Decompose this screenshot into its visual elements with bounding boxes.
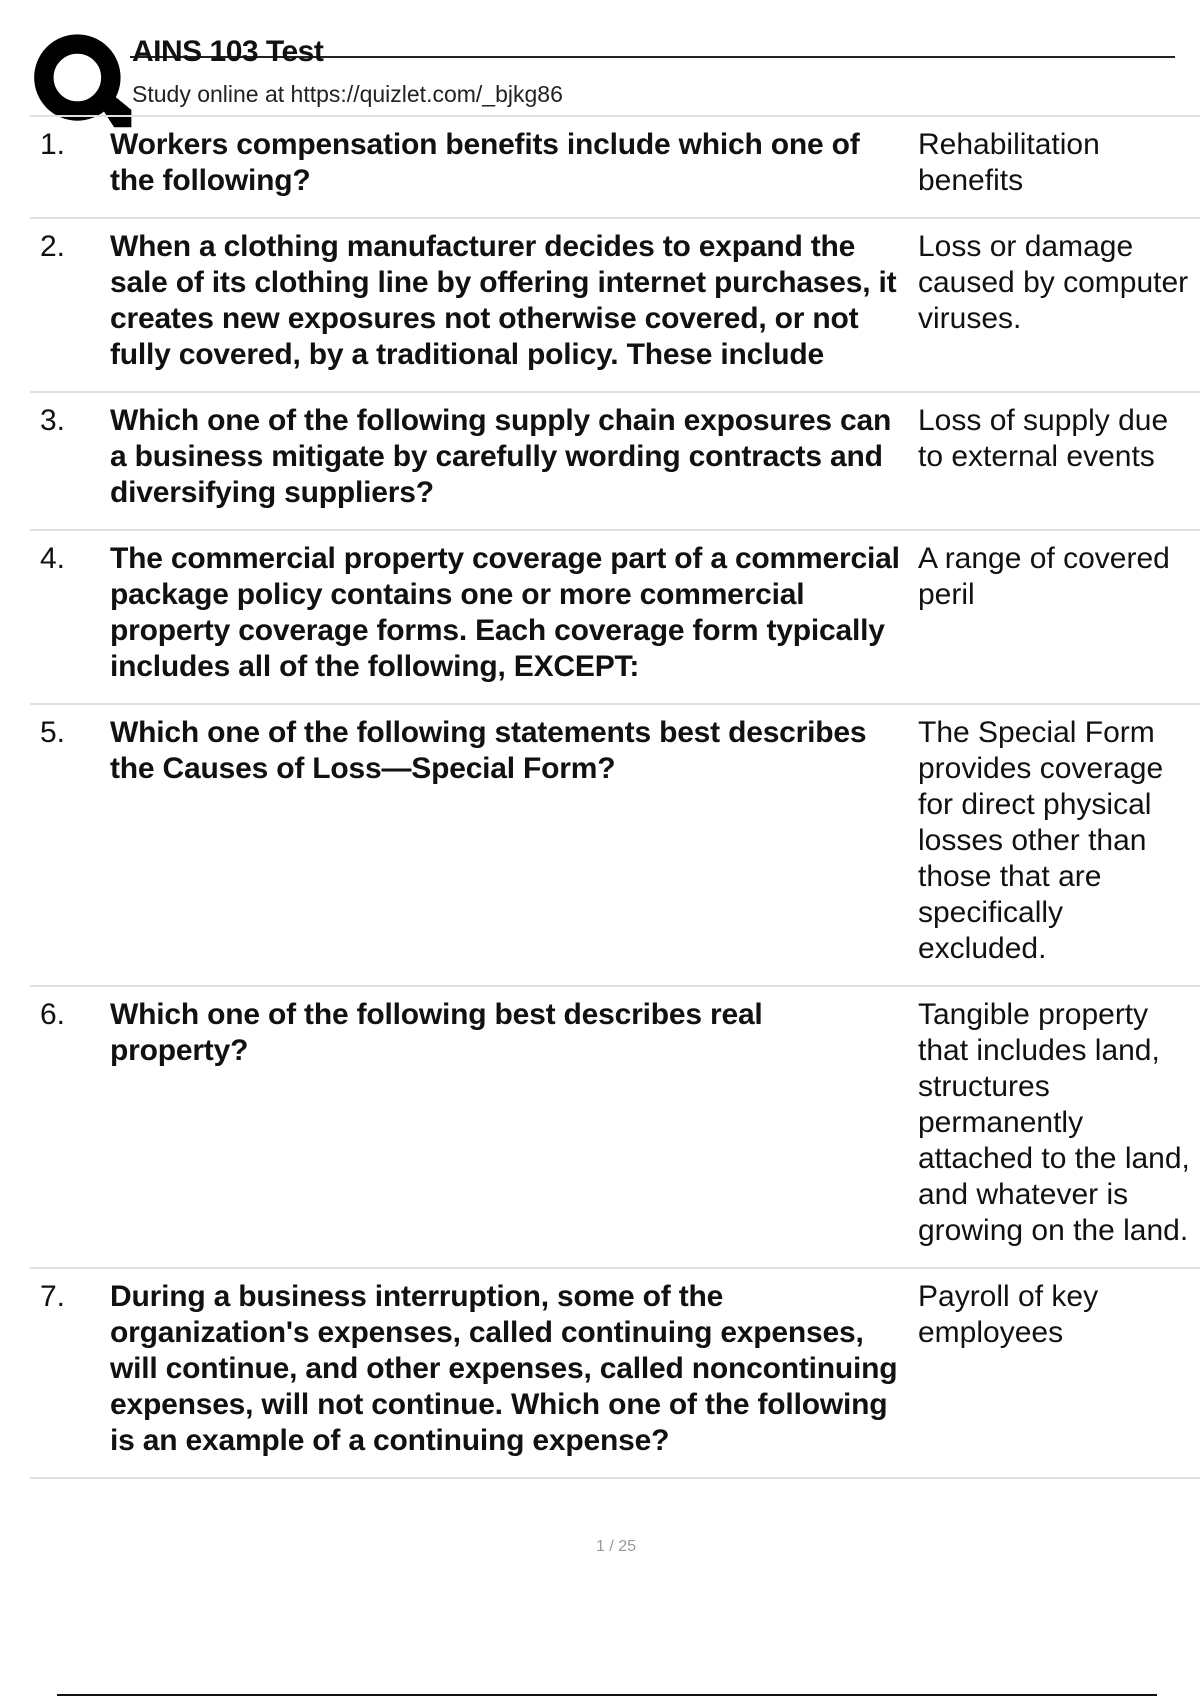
question-text: Which one of the following best describes real property? bbox=[110, 998, 763, 1067]
flashcard-row bbox=[30, 531, 1200, 705]
page-indicator: 1 / 25 bbox=[595, 1538, 637, 1555]
question-text: Workers compensation benefits include which one of the following? bbox=[110, 128, 860, 197]
footer-divider bbox=[57, 1694, 1157, 1696]
flashcard-row bbox=[30, 1269, 1200, 1479]
document-header bbox=[30, 28, 1140, 114]
answer-text: Rehabilitation benefits bbox=[918, 128, 1100, 197]
item-number: 3. bbox=[40, 404, 66, 437]
flashcard-row bbox=[30, 393, 1200, 531]
question-text: Which one of the following supply chain exposures can a business mitigate by carefully wording contracts and diversifying suppliers? bbox=[110, 404, 892, 509]
flashcard-row bbox=[30, 705, 1200, 987]
answer-text: Loss of supply due to external events bbox=[918, 404, 1169, 473]
flashcard-row bbox=[30, 219, 1200, 393]
item-number: 6. bbox=[40, 998, 66, 1031]
document-title: AINS 103 Test bbox=[132, 35, 324, 68]
item-number: 1. bbox=[40, 128, 66, 161]
flashcard-row bbox=[30, 117, 1200, 219]
answer-text: A range of covered peril bbox=[918, 542, 1170, 611]
item-number: 5. bbox=[40, 716, 66, 749]
answer-text: Loss or damage caused by computer viruses. bbox=[918, 230, 1189, 335]
answer-text: Payroll of key employees bbox=[918, 1280, 1099, 1349]
answer-text: Tangible property that includes land, structures permanently attached to the land, and whatever is growing on the land. bbox=[918, 998, 1190, 1247]
item-number: 2. bbox=[40, 230, 66, 263]
item-number: 4. bbox=[40, 542, 66, 575]
question-text: When a clothing manufacturer decides to expand the sale of its clothing line by offering internet purchases, it creates new exposures not otherwise covered, or not fully covered, by a traditional policy. These include bbox=[110, 230, 897, 371]
study-online-link[interactable]: Study online at https://quizlet.com/_bjkg86 bbox=[132, 81, 563, 107]
flashcard-list bbox=[30, 115, 1200, 1479]
question-text: The commercial property coverage part of a commercial package policy contains one or more commercial property coverage forms. Each coverage form typically includes all of the following, EXCEPT: bbox=[110, 542, 900, 683]
question-text: During a business interruption, some of the organization's expenses, called continuing expenses, will continue, and other expenses, called noncontinuing expenses, will not continue. Which one of the following is an example of a continuing expense? bbox=[110, 1280, 898, 1457]
answer-text: The Special Form provides coverage for direct physical losses other than those that are specifically excluded. bbox=[918, 716, 1164, 965]
question-text: Which one of the following statements best describes the Causes of Loss—Special Form? bbox=[110, 716, 867, 785]
flashcard-row bbox=[30, 987, 1200, 1269]
item-number: 7. bbox=[40, 1280, 66, 1313]
